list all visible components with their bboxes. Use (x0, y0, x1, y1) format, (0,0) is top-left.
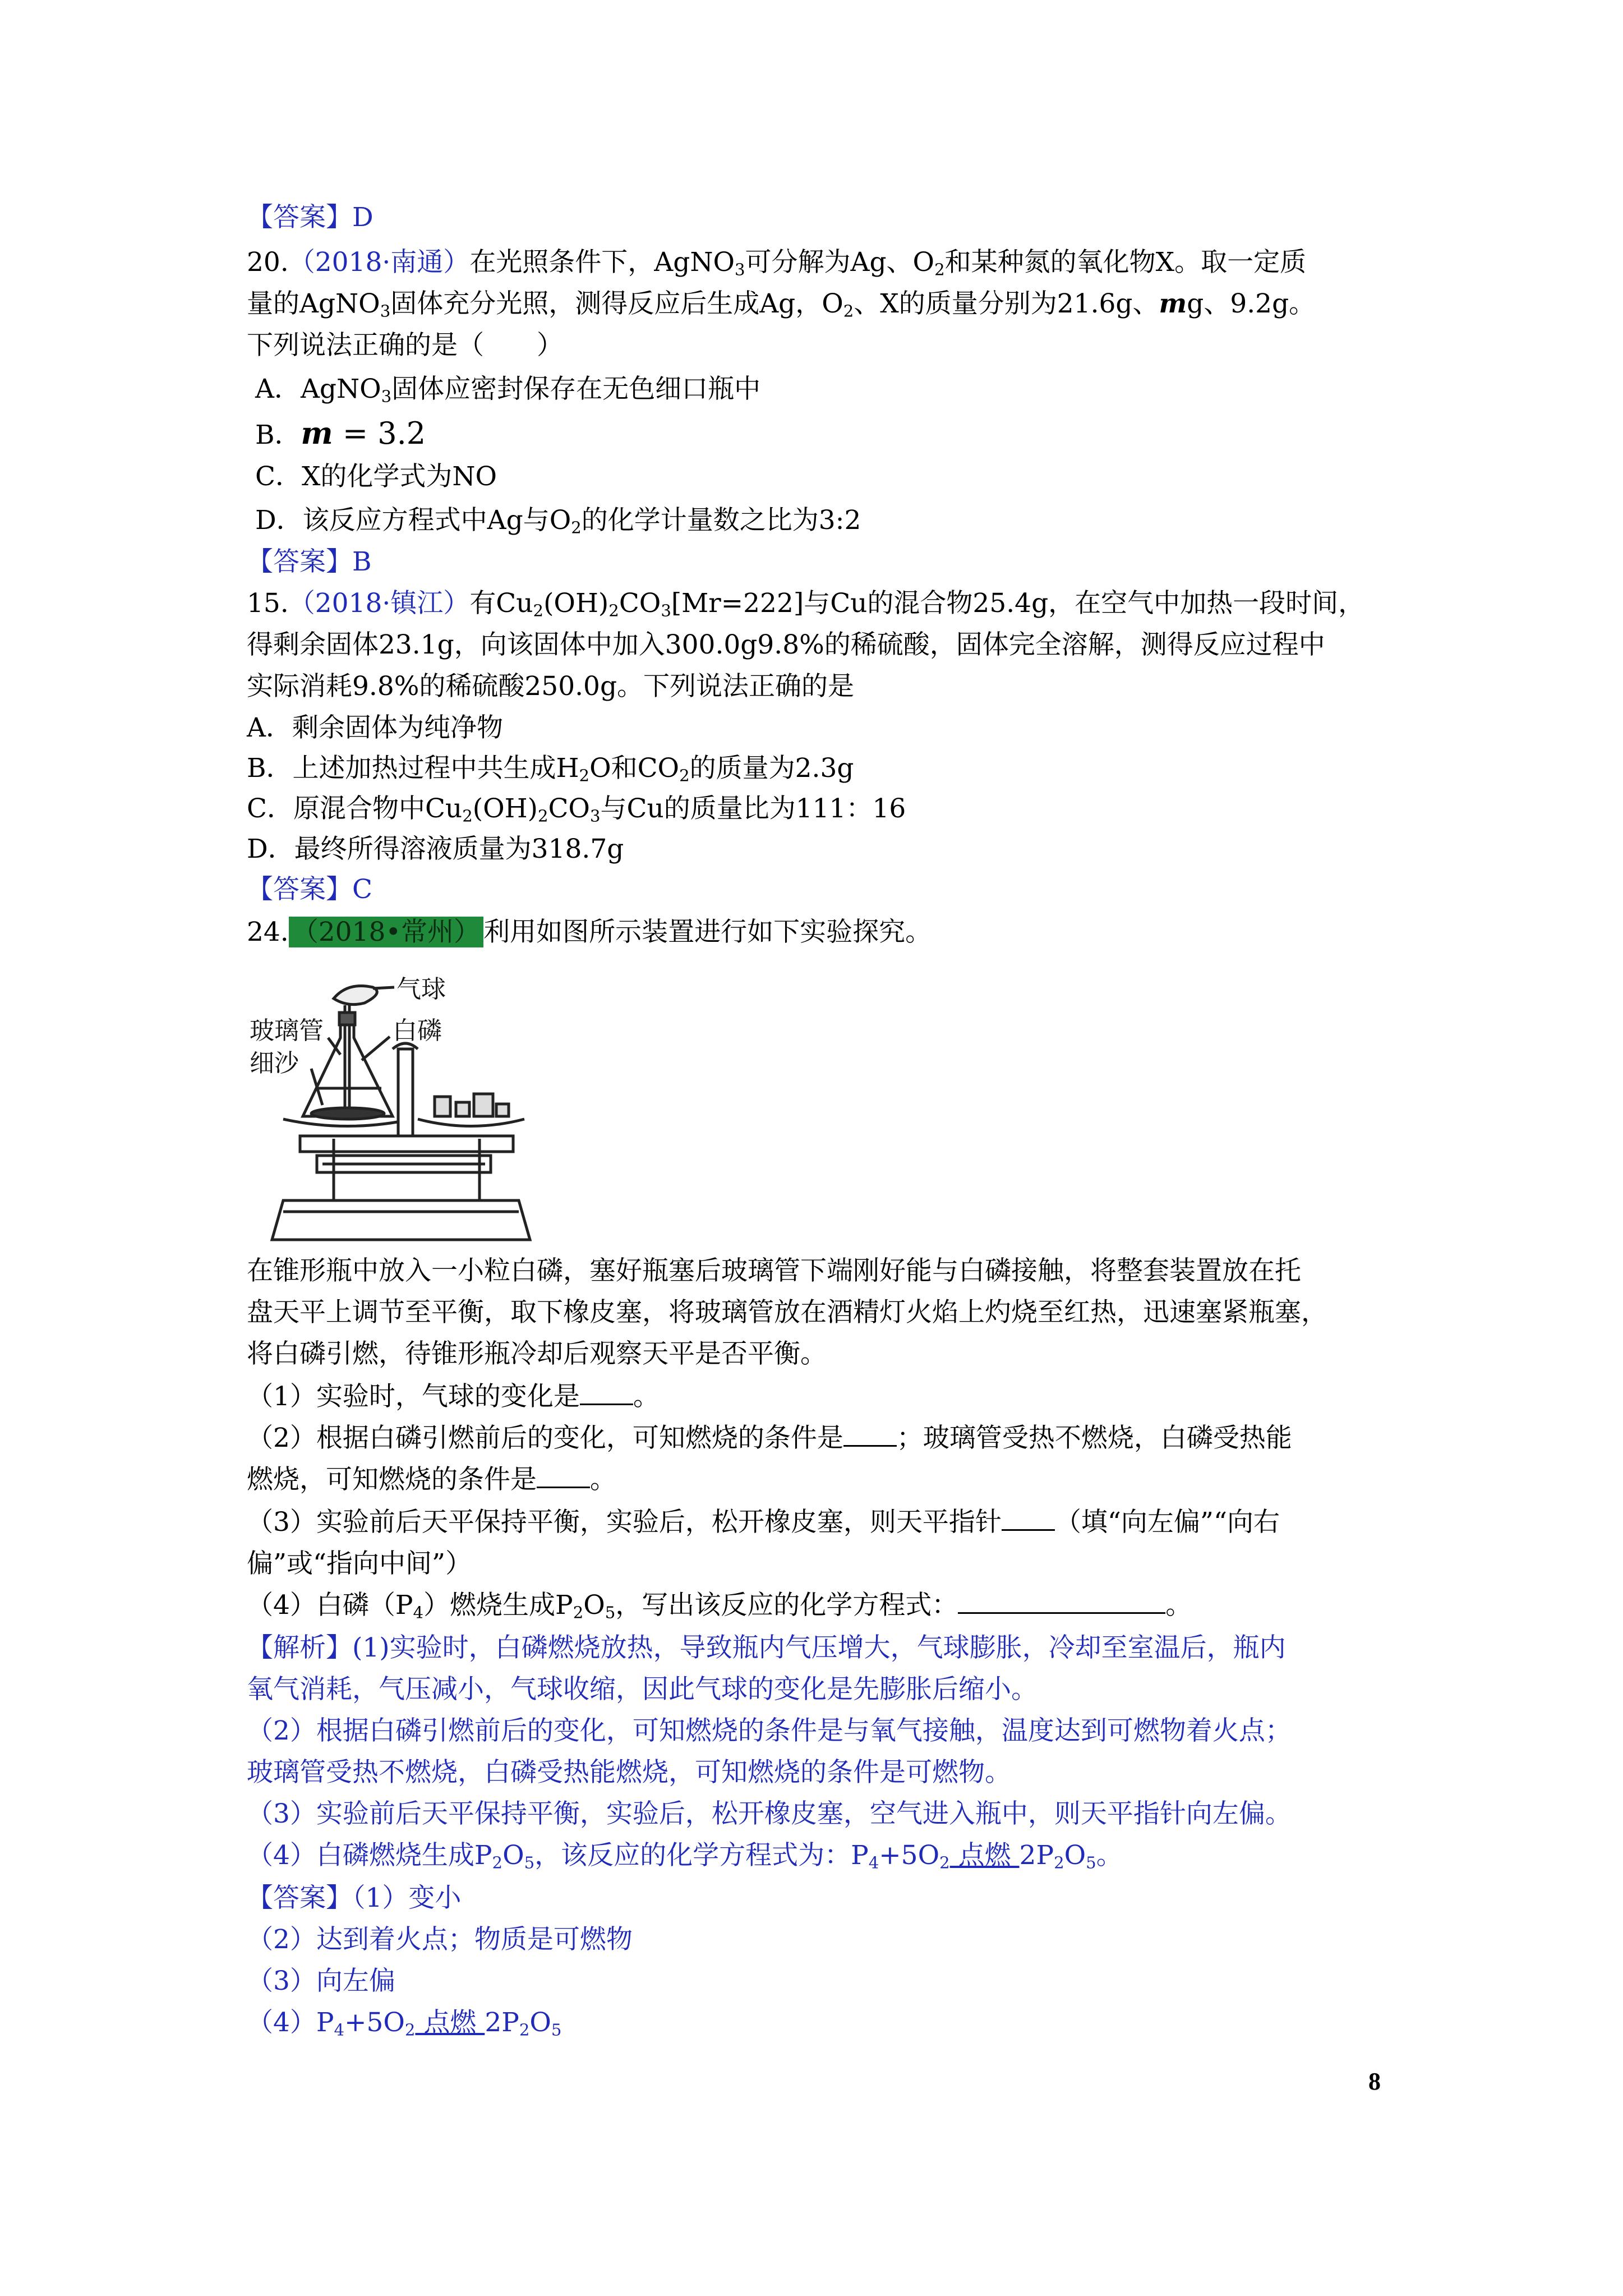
q20-line-1: 20.（2018·南通）在光照条件下，AgNO$_3$可分解为Ag、$O_2$和某种氮的氧化物X。取一定质 (247, 247, 1307, 279)
q20-answer: 【答案】B (247, 546, 372, 577)
q15-option-d: D．最终所得溶液质量为318.7g (247, 834, 624, 864)
label-glass-tube: 玻璃管 (250, 1016, 324, 1045)
q24-sub-3: （3）实验前后天平保持平衡，实验后，松开橡皮塞，则天平指针 （填“向左偏”“向右 (247, 1507, 1280, 1538)
analysis-2: （2）根据白磷引燃前后的变化，可知燃烧的条件是与氧气接触，温度达到可燃物着火点； (247, 1715, 1292, 1746)
analysis-4: （4）白磷燃烧生成$P_2O_5$，该反应的化学方程式为：$P_4+5O_2$ 点燃 $2P_2O_5$。 (247, 1840, 1123, 1872)
q20-option-d: D．该反应方程式中Ag与$O_2$的化学计量数之比为3:2 (255, 505, 861, 537)
answer-blank (843, 1423, 897, 1447)
q24-para-2: 盘天平上调节至平衡，取下橡皮塞，将玻璃管放在酒精灯火焰上灼烧至红热，迅速塞紧瓶塞， (247, 1297, 1327, 1328)
analysis-2-cont: 玻璃管受热不燃烧，白磷受热能燃烧，可知燃烧的条件是可燃物。 (247, 1757, 1011, 1788)
q24-sub-1: （1）实验时，气球的变化是 。 (247, 1381, 660, 1412)
q15-line-3: 实际消耗9.8%的稀硫酸250.0g。下列说法正确的是 (247, 671, 855, 702)
q20-option-c: C．X的化学式为NO (255, 461, 497, 492)
q15-option-c: C．原混合物中$Cu_2(OH)_2CO_3$与Cu的质量比为111：16 (247, 793, 906, 826)
answer-3: （3）向左偏 (247, 1966, 395, 1996)
q20-option-b: B．m = 3.2 (255, 415, 426, 451)
q20-option-a: A．AgNO$_3$固体应密封保存在无色细口瓶中 (255, 374, 761, 406)
answer-value: D (352, 202, 374, 233)
question-source: （2018·南通） (288, 247, 470, 278)
answer-blank (958, 1590, 1165, 1614)
q20-line-3: 下列说法正确的是（ ） (247, 330, 563, 361)
analysis-1: 【解析】(1)实验时，白磷燃烧放热，导致瓶内气压增大，气球膨胀，冷却至室温后，瓶内 (247, 1632, 1286, 1663)
answer-1: 【答案】（1）变小 (247, 1883, 462, 1913)
q24-sub-3-cont: 偏”或“指向中间”） (247, 1548, 472, 1579)
answer-blank (1002, 1507, 1055, 1531)
q15-option-b: B．上述加热过程中共生成$H_2O$和$CO_2$的质量为2.3g (247, 753, 854, 785)
label-fine-sand: 细沙 (250, 1049, 299, 1078)
answer-2: （2）达到着火点；物质是可燃物 (247, 1924, 633, 1955)
q15-line-2: 得剩余固体23.1g，向该固体中加入300.0g9.8%的稀硫酸，固体完全溶解，测得反应过程中 (247, 629, 1325, 660)
q24-sub-2: （2）根据白磷引燃前后的变化，可知燃烧的条件是 ；玻璃管受热不燃烧，白磷受热能 (247, 1423, 1292, 1453)
prev-answer-line (247, 201, 374, 234)
label-balloon: 气球 (396, 976, 446, 1004)
q15-line-1: 15.（2018·镇江）有$Cu_2(OH)_2CO_3[Mr=222]$与Cu的混合物25.4g，在空气中加热一段时间， (247, 588, 1365, 620)
answer-blank (537, 1464, 590, 1488)
balance-apparatus-figure (250, 976, 552, 1245)
q15-option-a: A．剩余固体为纯净物 (247, 712, 503, 743)
question-number: 20. (247, 247, 289, 278)
q24-sub-4: （4）白磷$(P_4)$燃烧生成$P_2O_5$，写出该反应的化学方程式： 。 (247, 1590, 1192, 1622)
question-source-highlight: （2018•常州） (289, 917, 483, 947)
answer-blank (580, 1381, 633, 1405)
analysis-3: （3）实验前后天平保持平衡，实验后，松开橡皮塞，空气进入瓶中，则天平指针向左偏。 (247, 1798, 1292, 1829)
answer-tag: 【答案】 (247, 202, 352, 233)
q24-line-1: 24. （2018•常州） 利用如图所示装置进行如下实验探究。 (247, 917, 932, 947)
analysis-1-cont: 氧气消耗，气压减小，气球收缩，因此气球的变化是先膨胀后缩小。 (247, 1674, 1038, 1705)
q20-line-2: 量的AgNO$_3$固体充分光照，测得反应后生成Ag，$O_2$、X的质量分别为21.6g、mg、9.2g。 (247, 288, 1316, 321)
q24-para-1: 在锥形瓶中放入一小粒白磷，塞好瓶塞后玻璃管下端刚好能与白磷接触，将整套装置放在托 (247, 1255, 1301, 1286)
q24-sub-2-cont: 燃烧，可知燃烧的条件是 。 (247, 1464, 616, 1495)
answer-4: $(4)P_4+5O_2$ 点燃 $2P_2O_5$ (247, 2007, 562, 2040)
q15-answer: 【答案】C (247, 874, 372, 905)
q24-para-3: 将白磷引燃，待锥形瓶冷却后观察天平是否平衡。 (247, 1338, 827, 1369)
label-white-phosphorus: 白磷 (393, 1016, 442, 1045)
page-number: 8 (1368, 2068, 1381, 2095)
